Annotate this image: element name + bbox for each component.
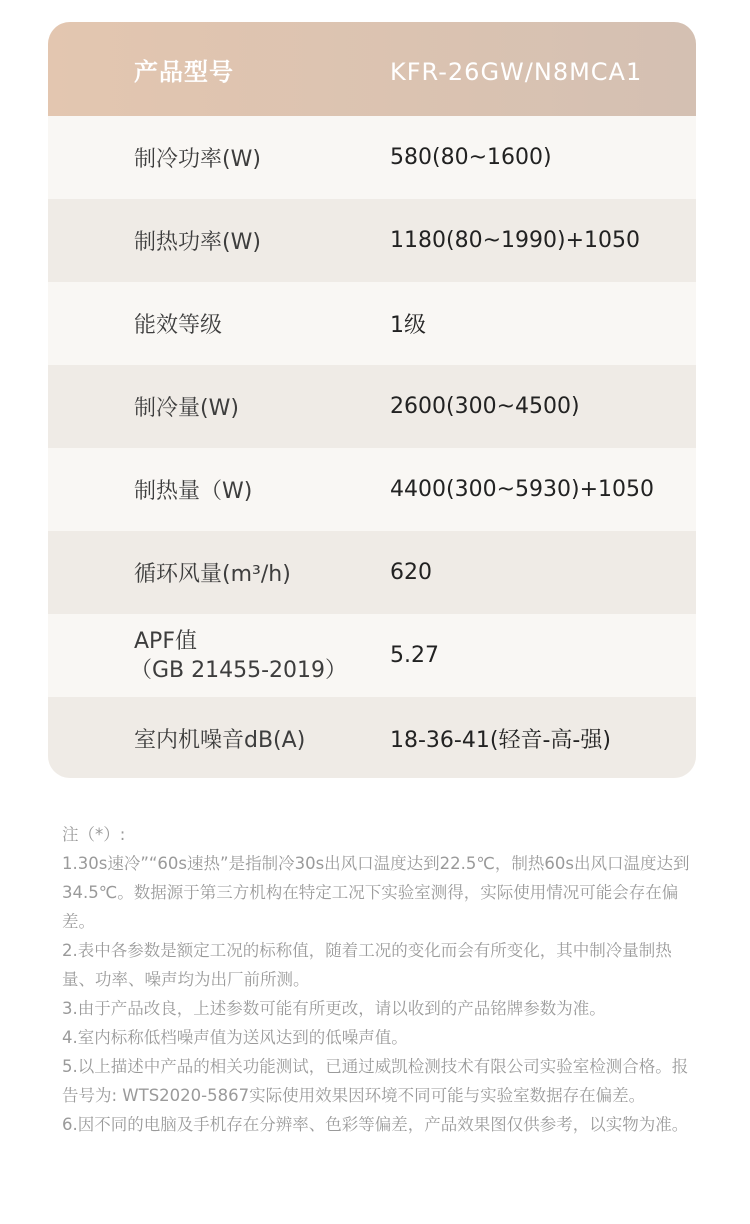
spec-label [130,614,348,697]
model-label: 产品型号 [134,58,234,86]
note-item: 3.由于产品改良，上述参数可能有所更改，请以收到的产品铭牌参数为准。 [62,999,606,1018]
spec-label: 能效等级 [134,313,223,338]
note-item: 4.室内标称低档噪声值为送风达到的低噪声值。 [62,1028,408,1047]
spec-value: 1180(80~1990)+1050 [390,228,640,253]
spec-label: 制冷量(W) [134,396,239,421]
spec-row-cooling-capacity [48,365,696,448]
apf-label-line1: APF值 [134,628,197,654]
spec-value: 18-36-41(轻音-高-强) [390,728,611,753]
footnotes [62,820,692,1139]
note-item: 2.表中各参数是额定工况的标称值，随着工况的变化而会有所变化，其中制冷量制热量、功率、噪声均为出厂前所测。 [62,941,672,989]
spec-value: 4400(300~5930)+1050 [390,477,654,502]
note-item: 1.30s速冷”“60s速热”是指制冷30s出风口温度达到22.5℃，制热60s出风口温度达到34.5℃。数据源于第三方机构在特定工况下实验室测得，实际使用情况可能会存在偏差。 [62,854,690,931]
spec-value: 2600(300~4500) [390,394,580,419]
spec-row-heating-capacity [48,448,696,531]
spec-row-noise [48,697,696,778]
spec-label: 制热功率(W) [134,230,261,255]
spec-label: 循环风量(m³/h) [134,562,291,587]
model-value: KFR-26GW/N8MCA1 [390,58,643,86]
spec-row-cooling-power [48,116,696,199]
spec-value: 5.27 [390,643,439,668]
spec-row-airflow [48,531,696,614]
notes-title: 注（*）: [62,825,126,844]
note-item: 6.因不同的电脑及手机存在分辨率、色彩等偏差，产品效果图仅供参考，以实物为准。 [62,1115,689,1134]
apf-label-line2: （GB 21455-2019） [130,657,348,683]
spec-table [48,22,696,778]
spec-label: 室内机噪音dB(A) [134,728,306,753]
spec-row-heating-power [48,199,696,282]
spec-value: 580(80~1600) [390,145,552,170]
spec-label: 制冷功率(W) [134,147,261,172]
spec-value: 1级 [390,313,426,338]
spec-value: 620 [390,560,432,585]
spec-row-efficiency-grade [48,282,696,365]
spec-header-row [48,22,696,116]
spec-label: 制热量（W) [134,479,253,504]
note-item: 5.以上描述中产品的相关功能测试，已通过威凯检测技术有限公司实验室检测合格。报告号为: WTS2020-5867实际使用效果因环境不同可能与实验室数据存在偏差。 [62,1057,689,1105]
spec-row-apf [48,614,696,697]
